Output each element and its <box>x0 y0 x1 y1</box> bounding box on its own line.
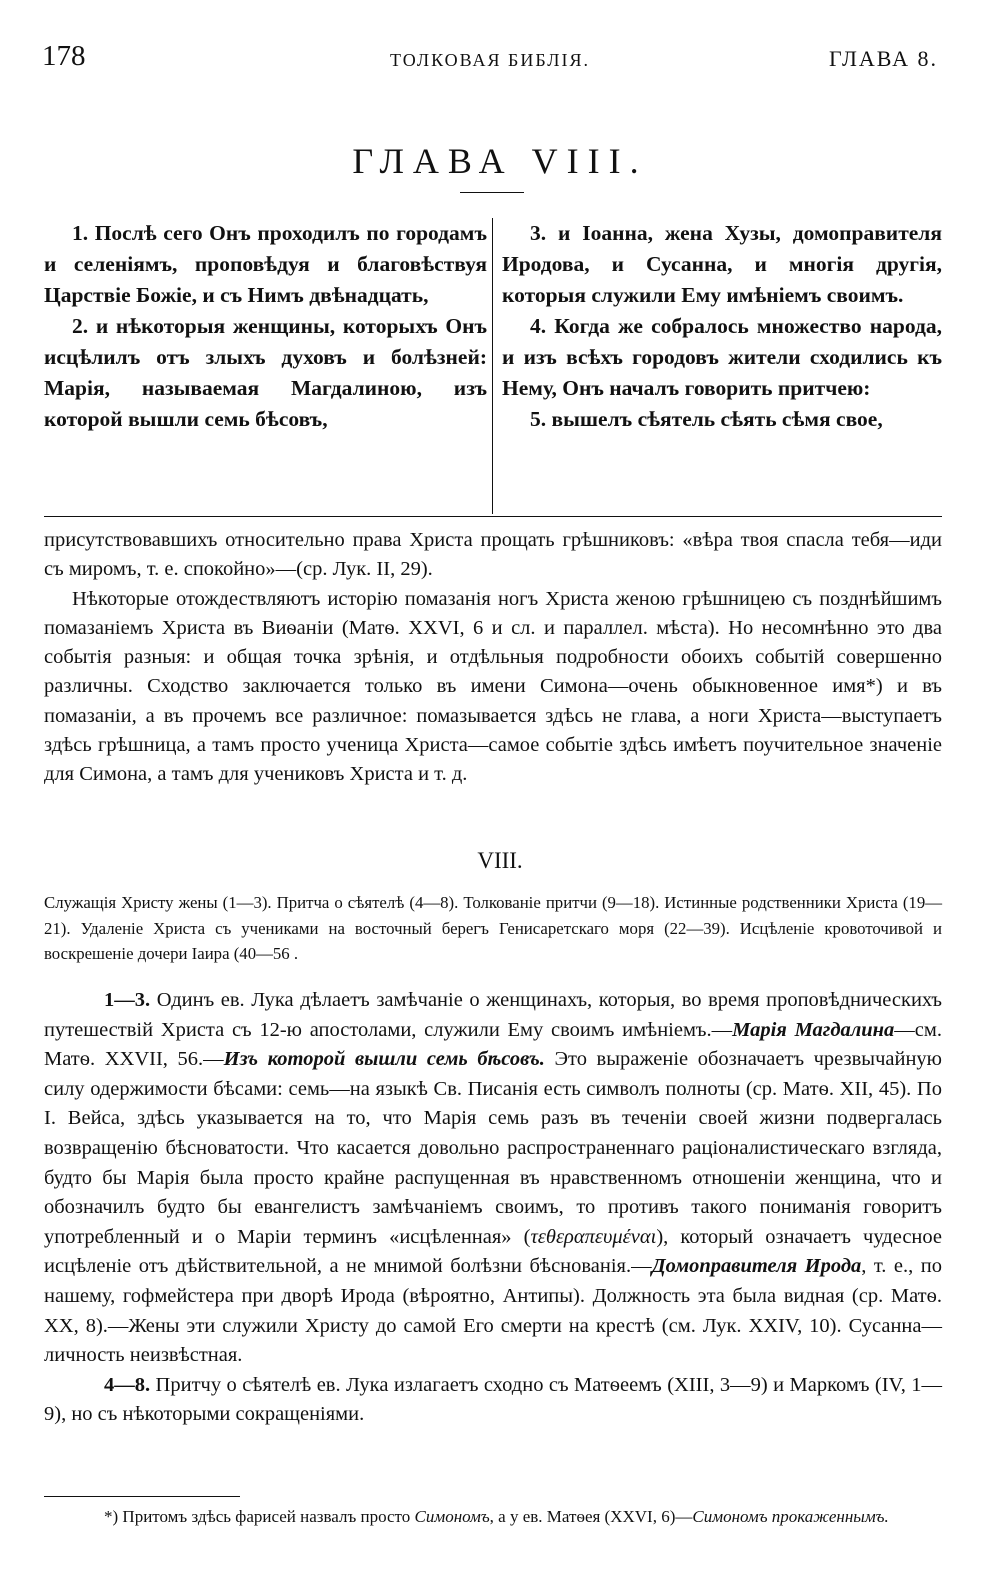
verses-left-column <box>44 218 487 435</box>
commentary-paragraph <box>44 986 942 1371</box>
verse-3: 3. и Іоанна, жена Хузы, домоправителя Иродова, и Сусанна, и многія другія, которыя служили Ему имѣніемъ своимъ. <box>502 221 942 307</box>
comment-continuation <box>44 526 942 790</box>
comment-paragraph: Нѣкоторые отождествляютъ исторію помазанія ногъ Христа женою грѣшницею съ позднѣйшимъ помазаніемъ Христа въ Виѳаніи (Матѳ. XXVI, 6 и сл. и параллел. мѣста). Но несомнѣнно это два событія разныя: и общая точка зрѣнія, и отдѣльныя подробности обоихъ событій совершенно различны. Сходство заключается только въ имени Симона—очень обыкновенное имя*) и въ помазаніи, а въ прочемъ все различное: помазывается здѣсь не глава, а ноги Христа—выступаетъ здѣсь грѣшница, а тамъ просто ученица Христа—самое событіе здѣсь имѣетъ поучительное значеніе для Симона, а тамъ для учениковъ Христа и т. д. <box>44 587 942 786</box>
commentary-text: Это выраженіе обозначаетъ чрезвычайную силу одержимости бѣсами: семь—на языкѣ Св. Писанія есть символъ полноты (ср. Матѳ. XII, 45). По І. Вейса, здѣсь указывается на то, что Марія семь разъ въ теченіи своей жизни подвергалась возвращенію бѣсноватости. Что касается довольно распространеннаго раціоналистическаго взгляда, будто бы Марія была просто крайне распущенная въ нравственномъ отношеніи женщина, что и обозначилъ будто бы евангелистъ замѣчаніемъ своимъ, то противъ такого пониманія говоритъ употребленный и о Маріи терминъ «исцѣленная» ( <box>44 1048 942 1248</box>
verse-reference: 1—3. <box>104 989 151 1011</box>
footnote-emphasis: Симономъ <box>414 1507 490 1526</box>
comment-paragraph: присутствовавшихъ относительно права Христа прощать грѣшниковъ: «вѣра твоя спасла тебя—иди съ миромъ, т. е. спокойно»—(ср. Лук. II, 29). <box>44 529 942 581</box>
verse-4: 4. Когда же собралось множество народа, и изъ всѣхъ городовъ жители сходились къ Нему, Онъ началъ говорить притчею: <box>502 314 942 400</box>
footnote-rule <box>44 1496 240 1497</box>
greek-term: τεθεραπευμέναι <box>530 1225 657 1248</box>
commentary-text: Одинъ ев. Лука дѣлаетъ замѣчаніе о женщинахъ, которыя, во время проповѣдническихъ путешествій Христа съ 12-ю апостолами, служили Ему своимъ имѣніемъ.— <box>44 989 942 1041</box>
verse-2: 2. и нѣкоторыя женщины, которыхъ Онъ исцѣлилъ отъ злыхъ духовъ и болѣзней: Марія, называемая Магдалиною, изъ которой вышли семь бѣсовъ, <box>44 314 487 431</box>
commentary <box>44 986 942 1430</box>
emphasis-text: Изъ которой вышли семь бѣсовъ. <box>223 1048 545 1071</box>
commentary-paragraph <box>44 1371 942 1430</box>
footnote-emphasis: Симономъ прокаженнымъ. <box>692 1507 889 1526</box>
commentary-text: , т. е., по нашему, гофмейстера при дворѣ Ирода (вѣроятно, Антипы). Должность эта была видная (ср. Матѳ. XX, 8).—Жены эти служили Христу до самой Его смерти на крестѣ (см. Лук. XXIV, 10). Сусанна—личность неизвѣстная. <box>44 1255 942 1367</box>
commentary-text: —см. Матѳ. XXVII, 56.— <box>44 1018 942 1071</box>
column-divider <box>492 218 493 514</box>
page-number: 178 <box>42 40 86 72</box>
footnote-text: , а у ев. Матѳея (XXVI, 6)— <box>489 1507 693 1526</box>
commentary-text: Притчу о сѣятелѣ ев. Лука излагаетъ сходно съ Матѳеемъ (XIII, 3—9) и Маркомъ (IV, 1—9), но съ нѣкоторыми сокращеніями. <box>44 1373 942 1426</box>
emphasis-text: Домоправителя Ирода <box>651 1255 862 1278</box>
chapter-summary: Служащія Христу жены (1—3). Притча о сѣятелѣ (4—8). Толкованіе притчи (9—18). Истинные родственники Христа (19—21). Удаленіе Христа съ учениками на восточный берегъ Генисаретскаго моря (22—39). Исцѣленіе кровоточивой и воскрешеніе дочери Іаира (40—56 . <box>44 893 942 963</box>
chapter-title: ГЛАВА VIII. <box>352 141 648 181</box>
footnote <box>44 1504 942 1530</box>
title-rule <box>460 192 524 193</box>
footnote-text: *) Притомъ здѣсь фарисей назвалъ просто <box>104 1507 415 1526</box>
verses-block <box>44 218 942 506</box>
verse-1: 1. Послѣ сего Онъ проходилъ по городамъ и селеніямъ, проповѣдуя и благовѣствуя Царствіе Божіе, и съ Нимъ двѣнадцать, <box>44 221 487 307</box>
book-title: ТОЛКОВАЯ БИБЛІЯ. <box>390 50 590 70</box>
emphasis-text: Марія Магдалина <box>732 1018 895 1041</box>
running-head <box>42 40 938 76</box>
section-heading: VIII. <box>477 848 523 873</box>
commentary-text: ), который означаетъ чудесное исцѣленіе отъ дѣйствительной, а не мнимой болѣзни бѣснованія.— <box>44 1225 942 1278</box>
verses-right-column <box>502 218 942 435</box>
chapter-label: ГЛАВА 8. <box>828 46 938 71</box>
verse-5: 5. вышелъ сѣятель сѣять сѣмя свое, <box>530 407 883 431</box>
verses-rule <box>44 516 942 517</box>
verse-reference: 4—8. <box>104 1373 151 1396</box>
